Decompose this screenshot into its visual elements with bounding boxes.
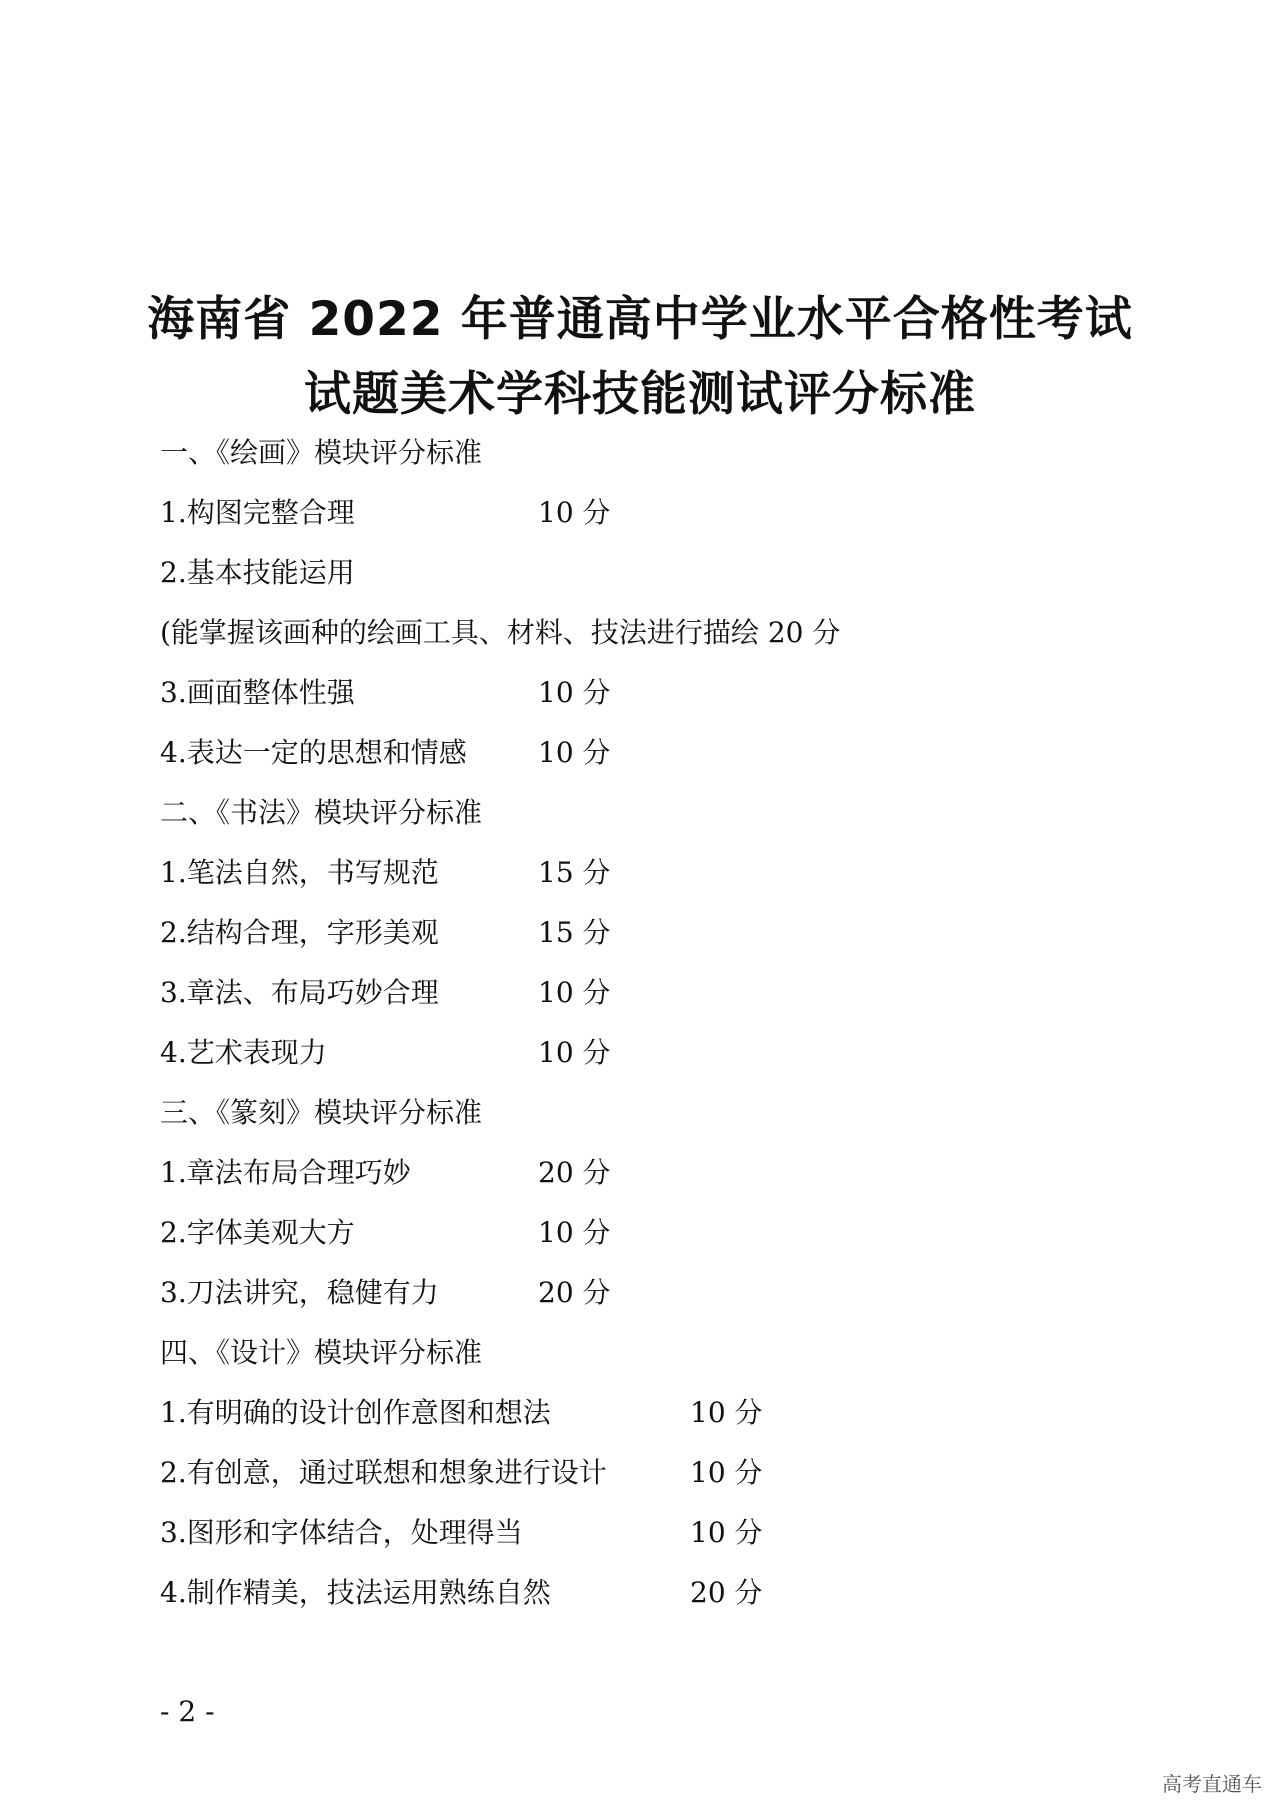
criterion-score: 20 分 — [690, 1576, 763, 1609]
page-number: - 2 - — [160, 1695, 215, 1728]
criterion-score: 20 分 — [538, 1276, 611, 1309]
criterion-score: 10 分 — [690, 1516, 763, 1549]
criterion-score: 10 分 — [690, 1396, 763, 1429]
criterion-score: 10 分 — [690, 1456, 763, 1489]
document-title-line-2: 试题美术学科技能测试评分标准 — [304, 367, 976, 422]
criterion-score: 10 分 — [538, 1036, 611, 1069]
criterion-score: 10 分 — [538, 676, 611, 709]
criterion-score: 15 分 — [538, 916, 611, 949]
criterion-score: 15 分 — [538, 856, 611, 889]
criterion-score: 10 分 — [538, 976, 611, 1009]
criterion-score: 10 分 — [538, 496, 611, 529]
criterion-score: 20 分 — [538, 1156, 611, 1189]
document-title-line-1: 海南省 2022 年普通高中学业水平合格性考试 — [147, 292, 1133, 347]
criterion-score: 10 分 — [538, 1216, 611, 1249]
criterion-score: 10 分 — [538, 736, 611, 769]
watermark: 高考直通车 — [1162, 1772, 1262, 1796]
